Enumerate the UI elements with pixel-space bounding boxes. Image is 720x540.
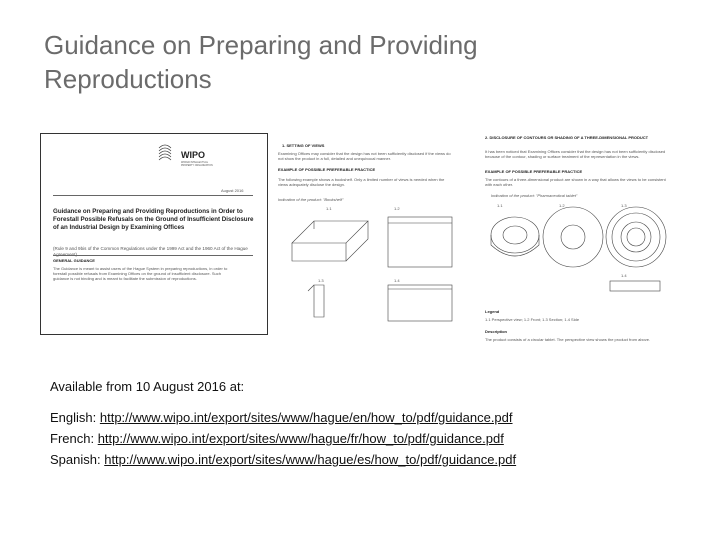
spanish-row [50,451,516,468]
cover-general-heading: GENERAL GUIDANCE [53,258,95,263]
page3-para1: It has been noticed that Examining Offices consider that the design has not been sufficiently disclosed because of the contour, shading or surface treatment of the representation in the views. [485,149,666,159]
cover-divider [53,195,253,196]
french-pdf-link[interactable]: http://www.wipo.int/export/sites/www/hague/fr/how_to/pdf/guidance.pdf [97,431,504,446]
english-row [50,409,516,426]
page2-label-3: 1.3 [318,278,324,283]
slide-title: Guidance on Preparing and Providing Reproductions [44,30,478,94]
tablet-drawings [483,133,673,363]
page2-example-heading: EXAMPLE OF POSSIBLE PREFERABLE PRACTICE [278,167,376,172]
page3-legend-text: 1.1 Perspective view; 1.2 Front; 1.3 Section; 1.4 Side [485,317,580,322]
page2-heading: 1. SETTING OF VIEWS [282,143,325,148]
cover-page-thumbnail [40,133,268,335]
availability-section [50,378,516,472]
page3-desc-heading: Description [485,329,508,334]
page3-example-heading: EXAMPLE OF POSSIBLE PREFERABLE PRACTICE [485,169,583,174]
bookshelf-drawings [278,133,458,333]
availability-text: Available from 10 August 2016 at: [50,379,245,394]
example-page-tablet [483,133,673,363]
wipo-org-name: WORLD INTELLECTUAL PROPERTY ORGANIZATION [181,161,213,167]
page3-label-3: 1.3 [621,203,627,208]
cover-divider-2 [53,255,253,256]
example-page-bookshelf [278,133,458,333]
cover-subtitle: (Rule 9 and 9bis of the Common Regulations under the 1999 Act and the 1960 Act of the Hague [53,246,248,251]
page3-desc-text: The product consists of a circular tablet. The perspective view shows the product from above. [485,337,651,342]
wipo-logo [151,142,221,176]
page3-label-4: 1.4 [621,273,627,278]
page3-para2: The contours of a three-dimensional product are shown in a way that allows the views to be consistent with each other. [485,177,666,187]
cover-general-body: The Guidance is meant to assist users of the Hague System in preparing reproductions, in order to forestall possible refusals from Examining Offices on the ground of insufficient disclosure. Such guidance is not binding and is meant to facilitate the submission of reproductions. [53,266,228,281]
page3-indication: Indication of the product: "Pharmaceutical tablet" [491,193,578,198]
page3-legend-heading: Legend [485,309,500,314]
english-pdf-link[interactable]: http://www.wipo.int/export/sites/www/hague/en/how_to/pdf/guidance.pdf [99,410,513,425]
page3-label-2: 1.2 [559,203,565,208]
page2-label-2: 1.2 [394,206,400,211]
cover-date: August 2016 [221,188,244,193]
spanish-label: Spanish: [50,452,101,467]
page2-para1: Examining Offices may consider that the design has not been sufficiently disclosed if the views do not show the product in a full, detailed and unequivocal manner. [278,151,451,161]
french-row [50,430,516,447]
page3-heading: 2. DISCLOSURE OF CONTOURS OR SHADING OF A THREE-DIMENSIONAL PRODUCT [485,135,649,140]
page2-label-1: 1.1 [326,206,332,211]
page2-indication: Indication of the product: "Bookshelf" [278,197,344,202]
page3-label-1: 1.1 [497,203,503,208]
spanish-pdf-link[interactable]: http://www.wipo.int/export/sites/www/hague/es/how_to/pdf/guidance.pdf [104,452,517,467]
cover-title: Guidance on Preparing and Providing Reproductions in Order to Forestall Possible Refusals on the Ground of Insufficient Disclosure of an Industrial Design by Examining Offices [53,208,254,231]
page2-label-4: 1.4 [394,278,400,283]
english-label: English: [50,410,97,425]
wipo-logo-text: WIPO [181,150,205,160]
page2-para2: The following example shows a bookshelf. Only a limited number of views is needed when the views adequately disclose the design. [278,177,445,187]
french-label: French: [50,431,95,446]
